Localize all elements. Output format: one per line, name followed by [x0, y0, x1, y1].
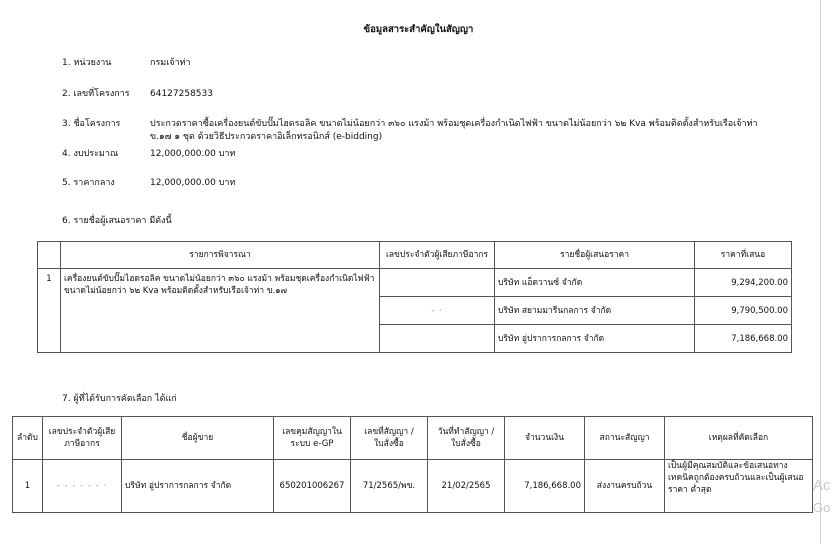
header-cell: ราคาที่เสนอ — [695, 242, 792, 269]
header-cell: รายการพิจารณา — [61, 242, 380, 269]
header-cell: เลขคุมสัญญาในระบบ e-GP — [274, 417, 351, 460]
field-label: 1. หน่วยงาน — [62, 58, 112, 68]
watermark-text: Go — [813, 500, 831, 515]
tax-id-cell — [380, 325, 495, 353]
document-title: ข้อมูลสาระสำคัญในสัญญา — [363, 24, 474, 35]
egp-control-number: 650201006267 — [274, 460, 351, 513]
bidder-name: บริษัท อู่ปราการกลการ จำกัด — [495, 325, 695, 353]
field-agency — [62, 57, 191, 70]
field-label: 2. เลขที่โครงการ — [62, 89, 130, 99]
table-row — [38, 269, 792, 297]
header-cell: เลขที่สัญญา / ใบสั่งซื้อ — [351, 417, 428, 460]
header-cell: เลขประจำตัวผู้เสียภาษีอากร — [380, 242, 495, 269]
bid-price: 7,186,668.00 — [695, 325, 792, 353]
bid-price: 9,790,500.00 — [695, 297, 792, 325]
field-label: 3. ชื่อโครงการ — [62, 119, 121, 129]
field-budget — [62, 148, 235, 161]
field-label: 4. งบประมาณ — [62, 149, 119, 159]
field-label: 5. ราคากลาง — [62, 178, 115, 188]
field-value: 12,000,000.00 บาท — [150, 178, 236, 188]
awards-table — [12, 416, 813, 513]
tax-id-cell: - · — [380, 297, 495, 325]
selection-reason: เป็นผู้มีคุณสมบัติและข้อเสนอทางเทคนิคถูกต้องครบถ้วนและเป็นผู้เสนอราคา ต่ำสุด — [665, 460, 813, 513]
table-header-row — [38, 242, 792, 269]
award-tax-id: - - - - - - · — [43, 460, 122, 513]
contract-amount: 7,186,668.00 — [505, 460, 585, 513]
field-value: กรมเจ้าท่า — [150, 58, 191, 68]
header-cell: เหตุผลที่คัดเลือก — [665, 417, 813, 460]
field-project-name — [62, 118, 782, 144]
table-row — [13, 460, 813, 513]
header-cell — [38, 242, 61, 269]
item-description: เครื่องยนต์ขับปั๊มไฮดรอลิค ขนาดไม่น้อยกว่า ๓๖๐ แรงม้า พร้อมชุดเครื่องกำเนิดไฟฟ้า ขนาดไม่น้อยกว่า ๖๒ Kva พร้อมติดตั้งสำหรับเรือเจ้าท่า ข.๑๗ — [61, 269, 380, 353]
contract-number: 71/2565/พข. — [351, 460, 428, 513]
bidder-name: บริษัท แอ็ดวานซ์ จำกัด — [495, 269, 695, 297]
contract-status: ส่งงานครบถ้วน — [585, 460, 665, 513]
tax-id-cell — [380, 269, 495, 297]
table-header-row — [13, 417, 813, 460]
contract-date: 21/02/2565 — [428, 460, 505, 513]
bidders-table — [37, 241, 792, 353]
header-cell: สถานะสัญญา — [585, 417, 665, 460]
award-number: 1 — [13, 460, 43, 513]
item-number: 1 — [38, 269, 61, 353]
header-cell: จำนวนเงิน — [505, 417, 585, 460]
bidders-heading: 6. รายชื่อผู้เสนอราคา มีดังนี้ — [62, 216, 172, 226]
bidder-name: บริษัท สยามมารีนกลการ จำกัด — [495, 297, 695, 325]
field-value: ประกวดราคาซื้อเครื่องยนต์ขับปั๊มไฮดรอลิค ขนาดไม่น้อยกว่า ๓๖๐ แรงม้า พร้อมชุดเครื่องกำเนิดไฟฟ้า ขนาดไม่น้อยกว่า ๖๒ Kva พร้อมติดตั้งสำหรับเรือเจ้าท่า ข.๑๗ ๑ ชุด ด้วยวิธีประกวดราคาอิเล็กทรอนิกส์ (e-bidding) — [150, 119, 758, 142]
page-edge — [820, 0, 821, 544]
header-cell: ชื่อผู้ขาย — [122, 417, 274, 460]
watermark-text: Ac — [813, 477, 831, 494]
header-cell: ลำดับ — [13, 417, 43, 460]
field-value: 12,000,000.00 บาท — [150, 149, 236, 159]
bid-price: 9,294,200.00 — [695, 269, 792, 297]
field-median-price — [62, 177, 235, 190]
vendor-name: บริษัท อู่ปราการกลการ จำกัด — [122, 460, 274, 513]
header-cell: วันที่ทำสัญญา / ใบสั่งซื้อ — [428, 417, 505, 460]
header-cell: เลขประจำตัวผู้เสียภาษีอากร — [43, 417, 122, 460]
field-project-number — [62, 88, 213, 101]
field-value: 64127258533 — [150, 89, 213, 99]
header-cell: รายชื่อผู้เสนอราคา — [495, 242, 695, 269]
awards-heading: 7. ผู้ที่ได้รับการคัดเลือก ได้แก่ — [62, 394, 177, 404]
